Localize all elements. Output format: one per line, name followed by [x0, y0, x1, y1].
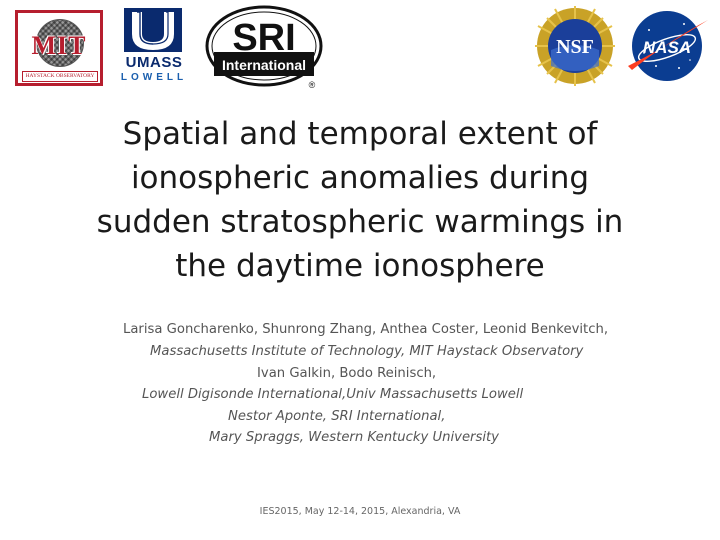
nsf-logo [535, 6, 615, 86]
footer-conference: IES2015, May 12-14, 2015, Alexandria, VA [259, 506, 461, 517]
nasa-meatball-logo [624, 8, 710, 84]
author-sri: Nestor Aponte, SRI International, [228, 409, 446, 424]
umass-wordmark: UMASS [125, 54, 183, 71]
authors-mit: Larisa Goncharenko, Shunrong Zhang, Anthea Coster, Leonid Benkevitch, [123, 322, 609, 337]
umass-lowell-logo [118, 6, 190, 88]
sri-logo-text: SRI [232, 17, 296, 59]
authors-lowell: Ivan Galkin, Bodo Reinisch, [257, 366, 437, 381]
umass-u-mark-icon [124, 8, 182, 52]
nasa-logo-text: NASA [642, 38, 692, 57]
mit-logo-text: MIT [31, 31, 87, 60]
affiliation-mit: Massachusetts Institute of Technology, MIT Haystack Observatory [150, 344, 584, 359]
sri-international-logo [204, 4, 326, 92]
haystack-logo-text: HAYSTACK OBSERVATORY [22, 71, 98, 82]
title-line: the daytime ionosphere [175, 248, 545, 284]
sri-international-text: International [221, 57, 307, 73]
affiliation-lowell: Lowell Digisonde International,Univ Massachusetts Lowell [142, 387, 524, 402]
title-line: Spatial and temporal extent of [122, 116, 598, 152]
author-wku: Mary Spraggs, Western Kentucky University [209, 430, 499, 445]
slide-title [60, 112, 660, 288]
registered-mark: ® [308, 80, 316, 90]
mit-haystack-logo [15, 10, 103, 86]
title-line: ionospheric anomalies during [130, 160, 590, 196]
lowell-wordmark: LOWELL [120, 72, 188, 83]
nsf-logo-text: NSF [556, 36, 594, 58]
title-line: sudden stratospheric warmings in [96, 204, 624, 240]
